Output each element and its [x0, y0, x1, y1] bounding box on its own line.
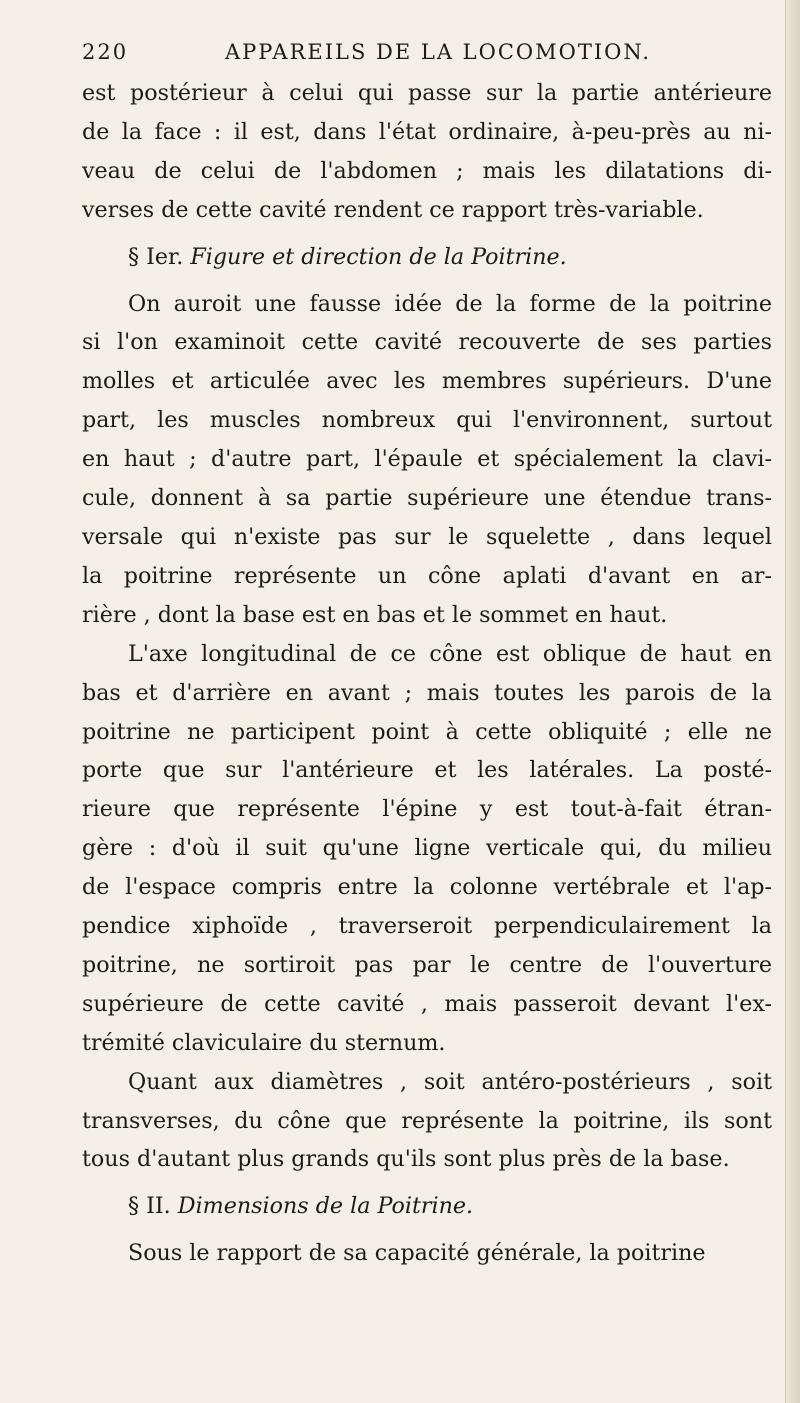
- text-line: On auroit une fausse idée de la forme de la poitrine: [128, 290, 772, 317]
- text-line: si l'on examinoit cette cavité recouverte de ses parties: [82, 329, 772, 356]
- paragraph-intro: [82, 74, 772, 230]
- text-line: versale qui n'existe pas sur le squelette , dans lequel: [82, 523, 772, 550]
- text-line: est postérieur à celui qui passe sur la partie antérieure: [82, 80, 772, 106]
- text-line: Quant aux diamètres , soit antéro-postérieurs , soit: [128, 1068, 772, 1095]
- text-line: rière , dont la base est en bas et le sommet en haut.: [82, 601, 668, 628]
- section-heading-2: [82, 1187, 772, 1226]
- paragraph: [82, 1063, 772, 1180]
- running-title: APPAREILS DE LA LOCOMOTION.: [224, 40, 652, 64]
- text-line: part, les muscles nombreux qui l'environnent, surtout: [82, 407, 772, 434]
- text-line: de l'espace compris entre la colonne vertébrale et l'ap-: [82, 874, 772, 901]
- text-line: poitrine ne participent point à cette obliquité ; elle ne: [82, 718, 772, 745]
- section-heading-1: [82, 238, 772, 277]
- text-line: verses de cette cavité rendent ce rapport très-variable.: [82, 196, 704, 223]
- text-line: trémité claviculaire du sternum.: [82, 1029, 446, 1056]
- text-line: porte que sur l'antérieure et les latérales. La posté-: [82, 757, 772, 784]
- text-line: L'axe longitudinal de ce cône est oblique de haut en: [128, 640, 772, 667]
- text-line: veau de celui de l'abdomen ; mais les dilatations di-: [82, 157, 772, 184]
- text-line: la poitrine représente un cône aplati d'avant en ar-: [82, 562, 772, 589]
- running-head: [82, 40, 772, 64]
- text-line: rieure que représente l'épine y est tout-à-fait étran-: [82, 796, 772, 823]
- text-line: tous d'autant plus grands qu'ils sont plus près de la base.: [82, 1146, 730, 1173]
- text-line: molles et articulée avec les membres supérieurs. D'une: [82, 368, 772, 395]
- section-title: Dimensions de la Poitrine.: [177, 1193, 474, 1220]
- text-line: supérieure de cette cavité , mais passeroit devant l'ex-: [82, 990, 772, 1017]
- section-number: § Ier.: [128, 243, 184, 270]
- text-line: gère : d'où il suit qu'une ligne verticale qui, du milieu: [82, 835, 772, 862]
- page-edge: [785, 0, 800, 1403]
- text-line: de la face : il est, dans l'état ordinaire, à-peu-près au ni-: [82, 118, 772, 145]
- page-number: 220: [82, 40, 129, 64]
- text-line: en haut ; d'autre part, l'épaule et spécialement la clavi-: [82, 446, 772, 473]
- text-line: Sous le rapport de sa capacité générale, la poitrine: [128, 1240, 706, 1267]
- text-line: bas et d'arrière en avant ; mais toutes les parois de la: [82, 679, 772, 706]
- paragraph: [82, 635, 772, 1063]
- paragraph: [82, 1234, 772, 1273]
- text-line: pendice xiphoïde , traverseroit perpendiculairement la: [82, 913, 772, 940]
- section-title: Figure et direction de la Poitrine.: [190, 243, 567, 270]
- text-line: transverses, du cône que représente la poitrine, ils sont: [82, 1107, 772, 1134]
- section-number: § II.: [128, 1193, 171, 1220]
- paragraph: [82, 285, 772, 635]
- text-line: cule, donnent à sa partie supérieure une étendue trans-: [82, 485, 772, 512]
- book-page: [82, 40, 772, 1273]
- text-line: poitrine, ne sortiroit pas par le centre de l'ouverture: [82, 951, 772, 978]
